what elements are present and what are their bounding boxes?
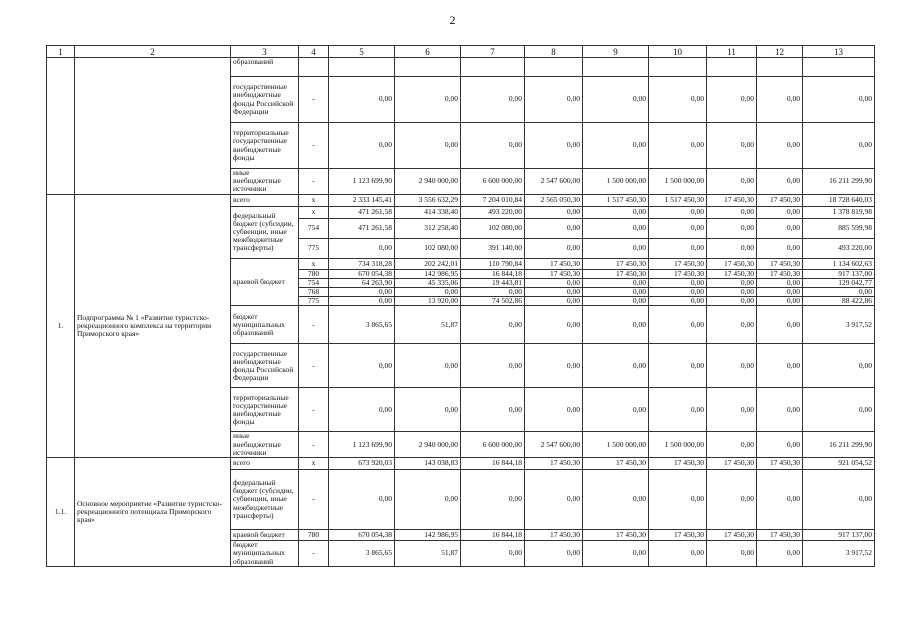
value-col-5: 670 054,38 <box>329 269 395 278</box>
value-col-10: 17 450,30 <box>649 269 707 278</box>
value-col-6: 13 920,00 <box>395 297 461 306</box>
value-col-10: 0,00 <box>649 344 707 388</box>
value-col-9: 0,00 <box>583 288 649 297</box>
value-col-8: 0,00 <box>525 470 583 530</box>
value-col-10 <box>649 58 707 77</box>
value-col-8: 0,00 <box>525 278 583 287</box>
code-cell <box>299 58 329 77</box>
code-cell: 775 <box>299 238 329 258</box>
table-row <box>47 58 875 77</box>
value-col-6: 0,00 <box>395 123 461 169</box>
value-col-13: 129 042,77 <box>803 278 875 287</box>
value-col-13: 88 422,86 <box>803 297 875 306</box>
value-col-7: 6 600 000,00 <box>461 169 525 195</box>
value-col-13: 3 917,52 <box>803 306 875 344</box>
value-col-11: 17 450,30 <box>707 258 757 269</box>
value-col-9: 0,00 <box>583 297 649 306</box>
value-col-12: 0,00 <box>757 123 803 169</box>
funding-source-cell: территориальные государственные внебюджетные фонды <box>231 123 299 169</box>
value-col-5: 0,00 <box>329 470 395 530</box>
column-number-5: 5 <box>329 46 395 58</box>
value-col-11: 17 450,30 <box>707 458 757 470</box>
value-col-12: 0,00 <box>757 288 803 297</box>
item-number-cell: 1. <box>47 194 75 457</box>
value-col-13: 0,00 <box>803 388 875 432</box>
value-col-10: 0,00 <box>649 288 707 297</box>
value-col-7: 110 790,84 <box>461 258 525 269</box>
code-cell: 768 <box>299 288 329 297</box>
code-cell: 780 <box>299 530 329 541</box>
value-col-5: 3 865,65 <box>329 306 395 344</box>
value-col-12: 0,00 <box>757 541 803 567</box>
value-col-12: 0,00 <box>757 297 803 306</box>
value-col-12: 17 450,30 <box>757 258 803 269</box>
value-col-5: 64 263,90 <box>329 278 395 287</box>
value-col-9: 17 450,30 <box>583 530 649 541</box>
value-col-11: 0,00 <box>707 344 757 388</box>
value-col-12: 0,00 <box>757 306 803 344</box>
column-number-7: 7 <box>461 46 525 58</box>
value-col-8: 2 565 050,30 <box>525 194 583 206</box>
value-col-8: 0,00 <box>525 344 583 388</box>
code-cell: 754 <box>299 218 329 238</box>
value-col-7: 0,00 <box>461 344 525 388</box>
value-col-13: 16 211 299,90 <box>803 169 875 195</box>
value-col-10: 0,00 <box>649 206 707 218</box>
value-col-7: 493 220,00 <box>461 206 525 218</box>
value-col-8: 0,00 <box>525 123 583 169</box>
page-number: 2 <box>449 13 456 27</box>
value-col-11: 0,00 <box>707 218 757 238</box>
value-col-9: 17 450,30 <box>583 258 649 269</box>
code-cell: - <box>299 77 329 123</box>
value-col-9: 0,00 <box>583 470 649 530</box>
column-number-13: 13 <box>803 46 875 58</box>
value-col-5: 1 123 699,90 <box>329 432 395 458</box>
value-col-9 <box>583 58 649 77</box>
value-col-9: 0,00 <box>583 388 649 432</box>
value-col-7: 0,00 <box>461 306 525 344</box>
value-col-8: 0,00 <box>525 238 583 258</box>
code-cell: - <box>299 169 329 195</box>
value-col-6 <box>395 58 461 77</box>
value-col-7: 0,00 <box>461 288 525 297</box>
value-col-13: 1 134 602,63 <box>803 258 875 269</box>
value-col-7: 102 080,00 <box>461 218 525 238</box>
column-number-9: 9 <box>583 46 649 58</box>
value-col-10: 0,00 <box>649 123 707 169</box>
table-row <box>47 194 875 206</box>
value-col-13: 0,00 <box>803 344 875 388</box>
item-name-cell <box>75 58 231 195</box>
value-col-10: 0,00 <box>649 388 707 432</box>
funding-source-cell: иные внебюджетные источники <box>231 432 299 458</box>
value-col-7: 0,00 <box>461 123 525 169</box>
value-col-13 <box>803 58 875 77</box>
code-cell: 754 <box>299 278 329 287</box>
code-cell: - <box>299 432 329 458</box>
value-col-5: 2 333 145,41 <box>329 194 395 206</box>
value-col-5: 734 318,28 <box>329 258 395 269</box>
value-col-12 <box>757 58 803 77</box>
value-col-5: 0,00 <box>329 344 395 388</box>
value-col-6: 0,00 <box>395 77 461 123</box>
value-col-13: 16 211 299,90 <box>803 432 875 458</box>
value-col-12: 0,00 <box>757 206 803 218</box>
value-col-9: 1 500 000,00 <box>583 432 649 458</box>
value-col-10: 17 450,30 <box>649 258 707 269</box>
funding-source-cell: государственные внебюджетные фонды Российской Федерации <box>231 344 299 388</box>
value-col-10: 1 517 450,30 <box>649 194 707 206</box>
value-col-5: 0,00 <box>329 297 395 306</box>
value-col-11: 0,00 <box>707 388 757 432</box>
value-col-12: 0,00 <box>757 238 803 258</box>
column-number-2: 2 <box>75 46 231 58</box>
code-cell: 780 <box>299 269 329 278</box>
funding-source-cell: всего <box>231 458 299 470</box>
value-col-11: 0,00 <box>707 470 757 530</box>
value-col-12: 0,00 <box>757 388 803 432</box>
value-col-6: 0,00 <box>395 344 461 388</box>
funding-source-cell: краевой бюджет <box>231 530 299 541</box>
value-col-5: 471 261,58 <box>329 206 395 218</box>
funding-source-cell: иные внебюджетные источники <box>231 169 299 195</box>
value-col-9: 0,00 <box>583 77 649 123</box>
code-cell: - <box>299 344 329 388</box>
funding-source-cell: всего <box>231 194 299 206</box>
value-col-13: 921 054,52 <box>803 458 875 470</box>
value-col-9: 17 450,30 <box>583 458 649 470</box>
value-col-13: 18 728 640,03 <box>803 194 875 206</box>
value-col-8: 0,00 <box>525 206 583 218</box>
value-col-7: 16 844,18 <box>461 269 525 278</box>
value-col-7 <box>461 58 525 77</box>
value-col-11: 0,00 <box>707 288 757 297</box>
code-cell: - <box>299 306 329 344</box>
value-col-9: 0,00 <box>583 541 649 567</box>
column-number-12: 12 <box>757 46 803 58</box>
value-col-12: 17 450,30 <box>757 269 803 278</box>
value-col-6: 143 038,83 <box>395 458 461 470</box>
value-col-5: 0,00 <box>329 388 395 432</box>
value-col-6: 2 940 000,00 <box>395 432 461 458</box>
value-col-13: 493 220,00 <box>803 238 875 258</box>
funding-source-cell: бюджет муниципальных образований <box>231 306 299 344</box>
value-col-8: 0,00 <box>525 77 583 123</box>
value-col-11: 17 450,30 <box>707 530 757 541</box>
value-col-8: 0,00 <box>525 541 583 567</box>
value-col-7: 0,00 <box>461 388 525 432</box>
value-col-11: 0,00 <box>707 77 757 123</box>
column-number-6: 6 <box>395 46 461 58</box>
funding-source-cell: федеральный бюджет (субсидии, субвенции, иные межбюджетные трансферты) <box>231 470 299 530</box>
value-col-6: 202 242,01 <box>395 258 461 269</box>
code-cell: x <box>299 458 329 470</box>
value-col-5: 0,00 <box>329 288 395 297</box>
value-col-8: 17 450,30 <box>525 458 583 470</box>
value-col-12: 0,00 <box>757 432 803 458</box>
value-col-11: 17 450,30 <box>707 269 757 278</box>
value-col-10: 17 450,30 <box>649 458 707 470</box>
value-col-6: 142 986,95 <box>395 530 461 541</box>
code-cell: - <box>299 470 329 530</box>
value-col-5: 673 920,03 <box>329 458 395 470</box>
value-col-10: 17 450,30 <box>649 530 707 541</box>
value-col-6: 3 556 632,29 <box>395 194 461 206</box>
value-col-12: 0,00 <box>757 218 803 238</box>
value-col-9: 1 517 450,30 <box>583 194 649 206</box>
value-col-13: 0,00 <box>803 77 875 123</box>
value-col-13: 0,00 <box>803 288 875 297</box>
value-col-10: 0,00 <box>649 238 707 258</box>
value-col-8: 17 450,30 <box>525 530 583 541</box>
header-row <box>47 46 875 58</box>
value-col-5: 3 865,65 <box>329 541 395 567</box>
code-cell: - <box>299 388 329 432</box>
funding-source-cell: федеральный бюджет (субсидии, субвенции, иные межбюджетные трансферты) <box>231 206 299 258</box>
value-col-7: 391 140,00 <box>461 238 525 258</box>
funding-source-cell: территориальные государственные внебюджетные фонды <box>231 388 299 432</box>
value-col-8: 0,00 <box>525 288 583 297</box>
value-col-5: 0,00 <box>329 77 395 123</box>
value-col-11: 0,00 <box>707 206 757 218</box>
value-col-12: 0,00 <box>757 344 803 388</box>
value-col-11: 0,00 <box>707 432 757 458</box>
value-col-9: 0,00 <box>583 306 649 344</box>
value-col-8: 2 547 600,00 <box>525 169 583 195</box>
value-col-10: 0,00 <box>649 541 707 567</box>
value-col-8: 0,00 <box>525 306 583 344</box>
value-col-11: 0,00 <box>707 297 757 306</box>
value-col-6: 142 986,95 <box>395 269 461 278</box>
budget-table <box>46 45 875 567</box>
value-col-10: 1 500 000,00 <box>649 432 707 458</box>
value-col-13: 885 599,98 <box>803 218 875 238</box>
value-col-10: 0,00 <box>649 278 707 287</box>
value-col-7: 0,00 <box>461 541 525 567</box>
value-col-8: 17 450,30 <box>525 258 583 269</box>
item-name-cell: Подпрограмма № 1 «Развитие туристско-рекреационного комплекса на территории Приморского края» <box>75 194 231 457</box>
value-col-8: 0,00 <box>525 297 583 306</box>
funding-source-cell: краевой бюджет <box>231 258 299 306</box>
value-col-12: 0,00 <box>757 278 803 287</box>
value-col-6: 2 940 000,00 <box>395 169 461 195</box>
value-col-11: 0,00 <box>707 169 757 195</box>
value-col-10: 0,00 <box>649 306 707 344</box>
value-col-13: 917 137,00 <box>803 269 875 278</box>
value-col-11: 0,00 <box>707 541 757 567</box>
value-col-6: 0,00 <box>395 288 461 297</box>
table-row <box>47 458 875 470</box>
column-number-1: 1 <box>47 46 75 58</box>
code-cell: x <box>299 258 329 269</box>
value-col-6: 0,00 <box>395 470 461 530</box>
value-col-11: 17 450,30 <box>707 194 757 206</box>
value-col-5: 670 054,38 <box>329 530 395 541</box>
column-number-11: 11 <box>707 46 757 58</box>
value-col-9: 1 500 000,00 <box>583 169 649 195</box>
value-col-10: 1 500 000,00 <box>649 169 707 195</box>
value-col-8 <box>525 58 583 77</box>
value-col-13: 1 378 819,98 <box>803 206 875 218</box>
item-number-cell: 1.1. <box>47 458 75 567</box>
value-col-12: 0,00 <box>757 470 803 530</box>
code-cell: 775 <box>299 297 329 306</box>
value-col-10: 0,00 <box>649 77 707 123</box>
value-col-12: 17 450,30 <box>757 530 803 541</box>
value-col-11: 0,00 <box>707 123 757 169</box>
item-number-cell <box>47 58 75 195</box>
value-col-6: 0,00 <box>395 388 461 432</box>
value-col-7: 16 844,18 <box>461 458 525 470</box>
value-col-6: 45 335,06 <box>395 278 461 287</box>
value-col-7: 0,00 <box>461 77 525 123</box>
value-col-8: 0,00 <box>525 388 583 432</box>
value-col-8: 2 547 600,00 <box>525 432 583 458</box>
value-col-12: 17 450,30 <box>757 458 803 470</box>
value-col-5: 0,00 <box>329 238 395 258</box>
funding-source-cell: бюджет муниципальных образований <box>231 541 299 567</box>
value-col-5 <box>329 58 395 77</box>
code-cell: - <box>299 541 329 567</box>
value-col-9: 0,00 <box>583 206 649 218</box>
value-col-12: 17 450,30 <box>757 194 803 206</box>
column-number-3: 3 <box>231 46 299 58</box>
value-col-13: 0,00 <box>803 470 875 530</box>
funding-source-cell: образований <box>231 58 299 77</box>
code-cell: x <box>299 194 329 206</box>
value-col-9: 0,00 <box>583 123 649 169</box>
value-col-8: 0,00 <box>525 218 583 238</box>
value-col-9: 0,00 <box>583 344 649 388</box>
column-number-10: 10 <box>649 46 707 58</box>
value-col-11: 0,00 <box>707 238 757 258</box>
value-col-12: 0,00 <box>757 169 803 195</box>
value-col-6: 312 258,40 <box>395 218 461 238</box>
value-col-11: 0,00 <box>707 278 757 287</box>
value-col-7: 7 204 010,84 <box>461 194 525 206</box>
value-col-5: 0,00 <box>329 123 395 169</box>
value-col-5: 471 261,58 <box>329 218 395 238</box>
column-number-4: 4 <box>299 46 329 58</box>
value-col-6: 102 080,00 <box>395 238 461 258</box>
value-col-10: 0,00 <box>649 470 707 530</box>
value-col-12: 0,00 <box>757 77 803 123</box>
value-col-6: 51,87 <box>395 306 461 344</box>
item-name-cell: Основное мероприятие «Развитие туристско-рекреационного потенциала Приморского края» <box>75 458 231 567</box>
code-cell: - <box>299 123 329 169</box>
column-number-8: 8 <box>525 46 583 58</box>
value-col-7: 6 600 000,00 <box>461 432 525 458</box>
funding-source-cell: государственные внебюджетные фонды Российской Федерации <box>231 77 299 123</box>
value-col-10: 0,00 <box>649 218 707 238</box>
value-col-13: 917 137,00 <box>803 530 875 541</box>
value-col-9: 0,00 <box>583 218 649 238</box>
code-cell: x <box>299 206 329 218</box>
value-col-13: 3 917,52 <box>803 541 875 567</box>
value-col-6: 414 338,40 <box>395 206 461 218</box>
value-col-7: 16 844,18 <box>461 530 525 541</box>
value-col-9: 0,00 <box>583 278 649 287</box>
value-col-9: 17 450,30 <box>583 269 649 278</box>
value-col-7: 74 502,86 <box>461 297 525 306</box>
value-col-11 <box>707 58 757 77</box>
value-col-10: 0,00 <box>649 297 707 306</box>
value-col-13: 0,00 <box>803 123 875 169</box>
value-col-8: 17 450,30 <box>525 269 583 278</box>
value-col-9: 0,00 <box>583 238 649 258</box>
value-col-7: 0,00 <box>461 470 525 530</box>
value-col-7: 19 443,81 <box>461 278 525 287</box>
value-col-5: 1 123 699,90 <box>329 169 395 195</box>
value-col-11: 0,00 <box>707 306 757 344</box>
value-col-6: 51,87 <box>395 541 461 567</box>
